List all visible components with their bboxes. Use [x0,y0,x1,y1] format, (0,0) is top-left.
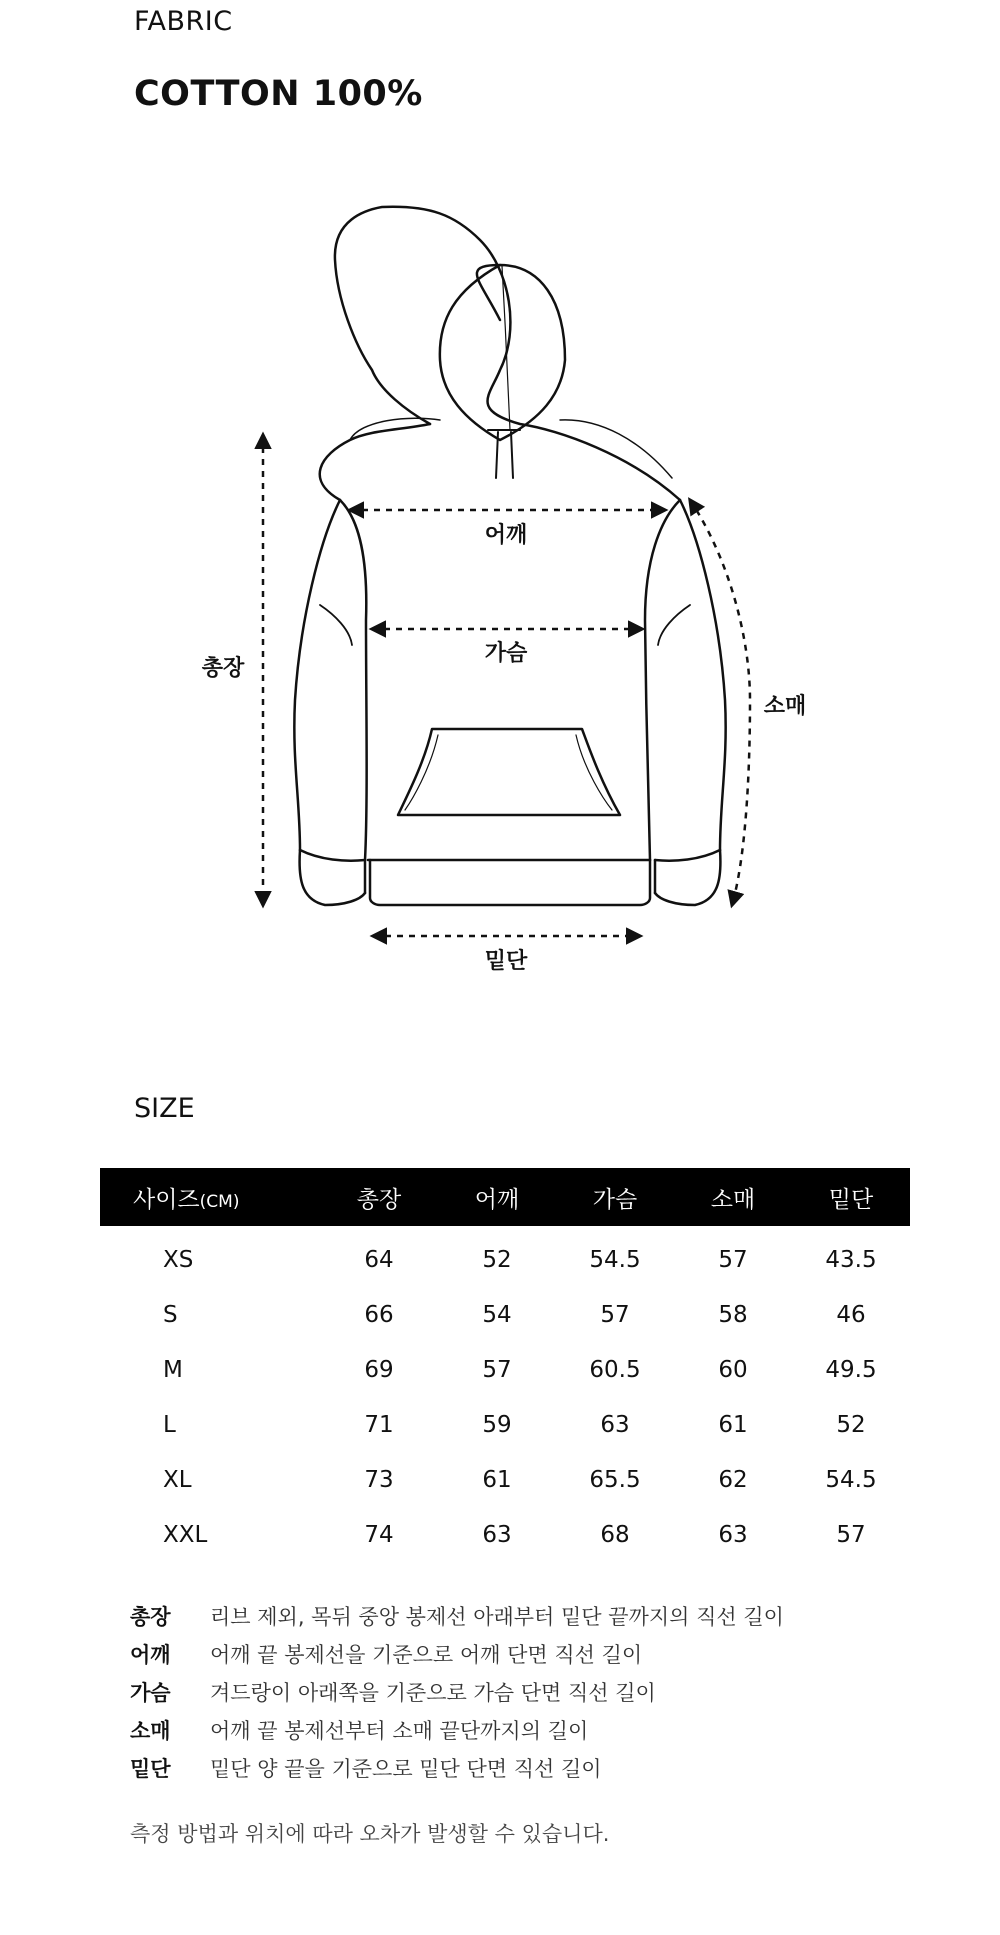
definition-term: 총장 [130,1605,171,1629]
definition-term: 밑단 [130,1757,171,1781]
definition-desc: 리브 제외, 목뒤 중앙 봉제선 아래부터 밑단 끝까지의 직선 길이 [210,1605,784,1629]
definition-row [130,1749,784,1787]
value-cell: 54.5 [825,1466,877,1493]
table-row [100,1397,910,1452]
size-section-title: SIZE [134,1093,195,1124]
size-cell: S [163,1301,178,1328]
value-cell: 59 [482,1411,512,1438]
diagram-label-chest: 가슴 [484,641,528,666]
table-row [100,1226,910,1287]
definition-desc: 겨드랑이 아래쪽을 기준으로 가슴 단면 직선 길이 [210,1681,656,1705]
header-length: 총장 [320,1168,438,1226]
diagram-label-length: 총장 [201,656,245,681]
size-cell: M [163,1356,183,1383]
value-cell: 57 [600,1301,630,1328]
hoodie-measurement-diagram [180,190,820,1010]
value-cell: 64 [364,1246,394,1273]
size-cell: L [163,1411,176,1438]
value-cell: 74 [364,1521,394,1548]
header-sleeve: 소매 [674,1168,792,1226]
definition-term: 어깨 [130,1643,171,1667]
value-cell: 52 [836,1411,866,1438]
value-cell: 60 [718,1356,748,1383]
value-cell: 49.5 [825,1356,877,1383]
definition-row [130,1673,784,1711]
definition-term: 소매 [130,1719,171,1743]
size-table [100,1168,910,1562]
hoodie-outline [294,207,725,905]
value-cell: 63 [718,1521,748,1548]
definition-desc: 어깨 끝 봉제선부터 소매 끝단까지의 길이 [210,1719,589,1743]
measurement-note: 측정 방법과 위치에 따라 오차가 발생할 수 있습니다. [130,1822,610,1846]
size-cell: XXL [163,1521,208,1548]
measurement-definitions [130,1597,784,1787]
definition-desc: 어깨 끝 봉제선을 기준으로 어깨 단면 직선 길이 [210,1643,643,1667]
header-hem: 밑단 [792,1168,910,1226]
size-table-header [100,1168,910,1226]
value-cell: 57 [718,1246,748,1273]
definition-term: 가슴 [130,1681,171,1705]
value-cell: 69 [364,1356,394,1383]
diagram-label-sleeve: 소매 [763,694,807,719]
value-cell: 61 [718,1411,748,1438]
value-cell: 63 [600,1411,630,1438]
value-cell: 57 [482,1356,512,1383]
header-shoulder: 어깨 [438,1168,556,1226]
value-cell: 73 [364,1466,394,1493]
fabric-value: COTTON 100% [134,74,423,114]
value-cell: 66 [364,1301,394,1328]
size-cell: XS [163,1246,194,1273]
value-cell: 54.5 [589,1246,641,1273]
diagram-label-hem: 밑단 [484,949,528,974]
value-cell: 60.5 [589,1356,641,1383]
value-cell: 71 [364,1411,394,1438]
value-cell: 54 [482,1301,512,1328]
definition-desc: 밑단 양 끝을 기준으로 밑단 단면 직선 길이 [210,1757,602,1781]
definition-row [130,1597,784,1635]
value-cell: 63 [482,1521,512,1548]
table-row [100,1507,910,1562]
definition-row [130,1635,784,1673]
value-cell: 68 [600,1521,630,1548]
header-chest: 가슴 [556,1168,674,1226]
value-cell: 58 [718,1301,748,1328]
size-cell: XL [163,1466,192,1493]
table-row [100,1342,910,1397]
value-cell: 52 [482,1246,512,1273]
value-cell: 65.5 [589,1466,641,1493]
definition-row [130,1711,784,1749]
value-cell: 46 [836,1301,866,1328]
table-row [100,1287,910,1342]
diagram-label-shoulder: 어깨 [484,523,528,548]
value-cell: 43.5 [825,1246,877,1273]
value-cell: 62 [718,1466,748,1493]
table-row [100,1452,910,1507]
header-size: 사이즈(CM) [100,1168,320,1226]
value-cell: 57 [836,1521,866,1548]
fabric-label: FABRIC [134,6,233,37]
value-cell: 61 [482,1466,512,1493]
